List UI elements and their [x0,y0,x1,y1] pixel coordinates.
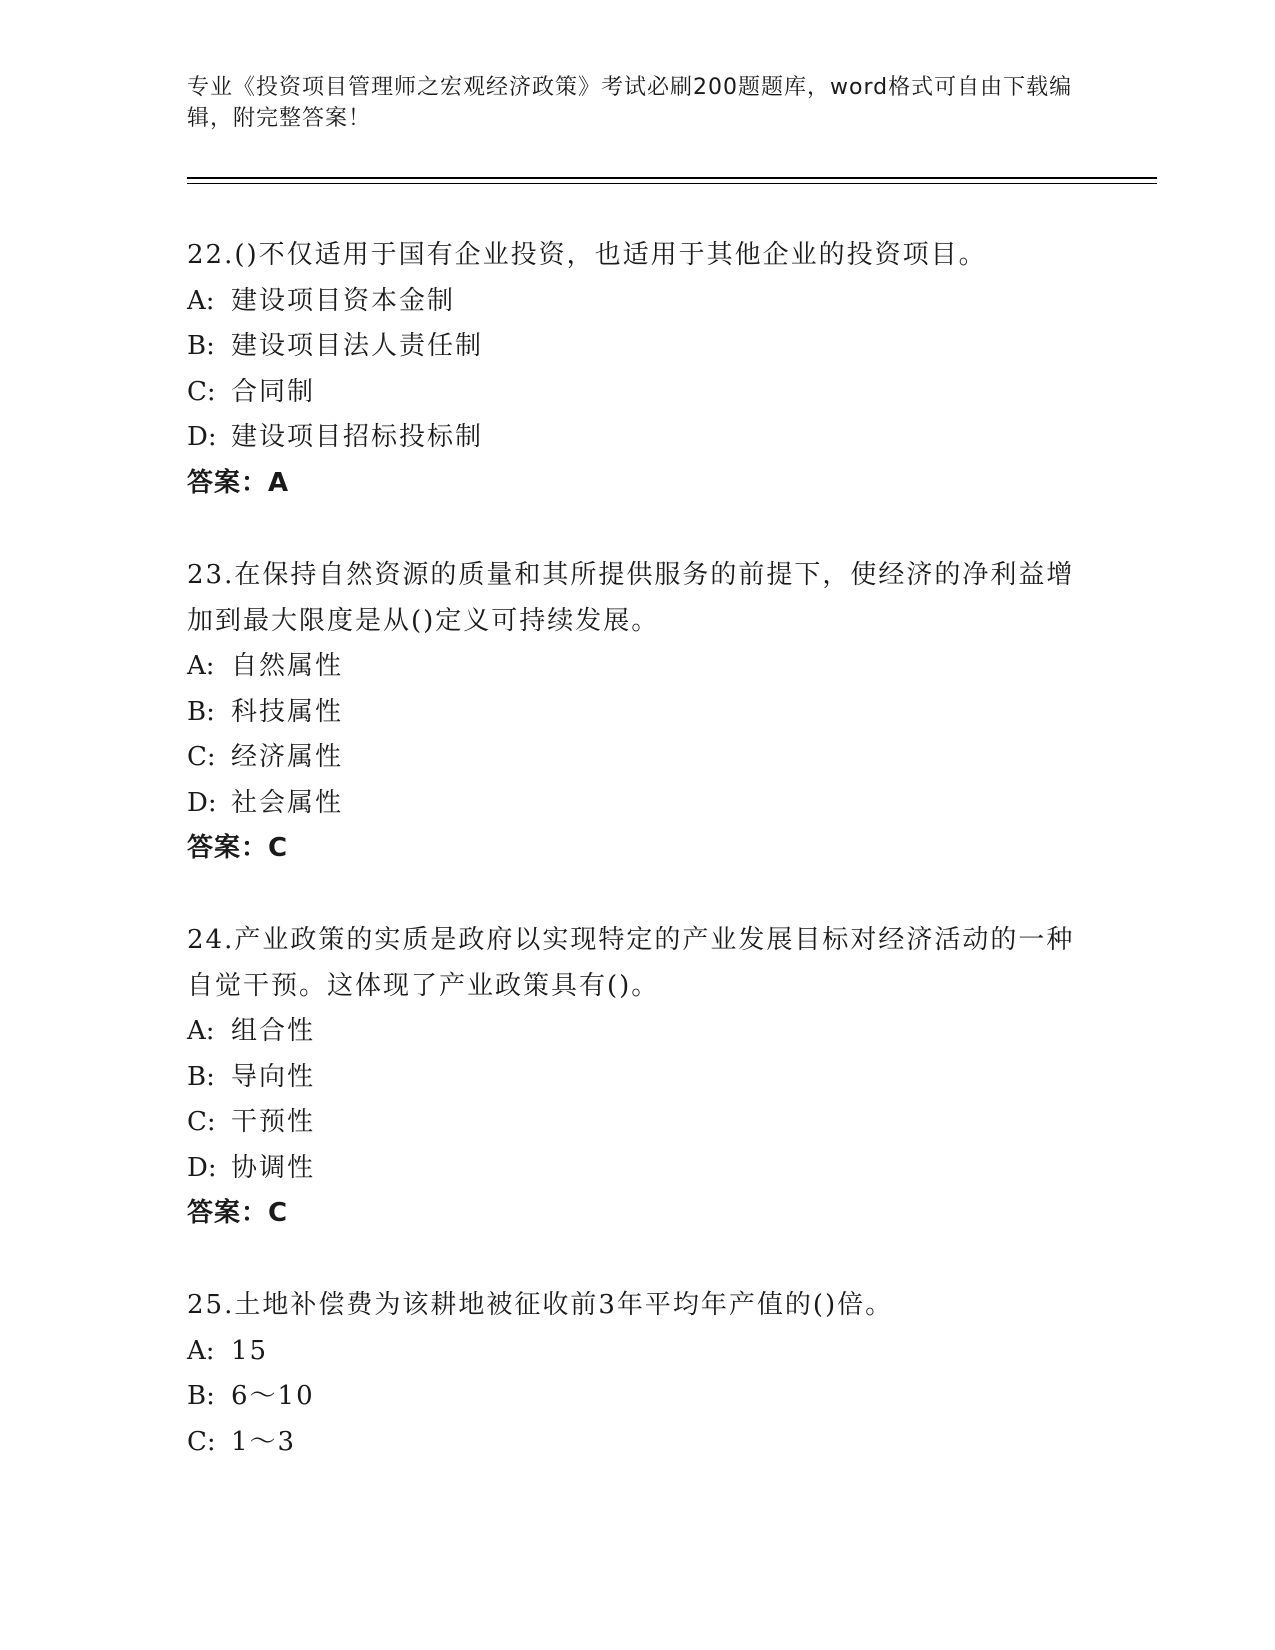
option-letter: B: [187,1381,215,1411]
option-letter: A: [187,651,215,681]
option-text: 社会属性 [231,787,344,818]
option-letter: C: [187,376,216,407]
answer: 答案：A [187,467,290,498]
option-letter: A: [187,1016,215,1046]
option-c [187,1420,1087,1466]
option-text: 15 [231,1335,269,1366]
answer: 答案：C [187,1198,289,1228]
option-text: 6～10 [231,1381,315,1411]
question-22 [187,233,1087,506]
option-c [187,1100,1087,1146]
option-a [187,1329,1087,1375]
option-text: 组合性 [231,1016,316,1046]
question-23 [187,553,1087,872]
option-letter: B: [187,1061,215,1092]
option-c [187,370,1087,416]
option-text: 导向性 [231,1061,316,1092]
option-letter: B: [187,696,215,727]
option-text: 建设项目招标投标制 [231,422,484,452]
document-header: 专业《投资项目管理师之宏观经济政策》考试必刷200题题库，word格式可自由下载编辑，附完整答案！ [187,75,1073,131]
question-stem: 22.()不仅适用于国有企业投资，也适用于其他企业的投资项目。 [187,240,987,270]
option-text: 合同制 [231,376,316,407]
option-text: 科技属性 [231,696,344,727]
option-letter: A: [187,285,215,316]
header-divider-thick [187,177,1157,179]
option-letter: D: [187,787,217,818]
option-text: 建设项目资本金制 [231,285,456,316]
option-b [187,690,1087,736]
option-letter: A: [187,1335,215,1366]
question-stem: 23.在保持自然资源的质量和其所提供服务的前提下，使经济的净利益增加到最大限度是从()定义可持续发展。 [187,560,1075,636]
option-c [187,735,1087,781]
option-d [187,415,1087,461]
option-letter: D: [187,1152,217,1183]
option-text: 干预性 [231,1107,316,1137]
option-letter: B: [187,331,215,361]
answer: 答案：C [187,833,289,863]
option-b [187,324,1087,370]
option-a [187,1009,1087,1055]
option-a [187,279,1087,325]
option-d [187,781,1087,827]
option-letter: C: [187,742,216,772]
option-text: 建设项目法人责任制 [231,331,484,361]
question-stem: 24.产业政策的实质是政府以实现特定的产业发展目标对经济活动的一种自觉干预。这体现了产业政策具有()。 [187,925,1075,1001]
question-24 [187,918,1087,1237]
option-b [187,1374,1087,1420]
option-text: 自然属性 [231,651,344,681]
option-letter: C: [187,1107,216,1137]
option-a [187,644,1087,690]
option-letter: D: [187,422,217,452]
option-b [187,1055,1087,1101]
option-text: 协调性 [231,1152,316,1183]
option-text: 经济属性 [231,742,344,772]
question-stem: 25.土地补偿费为该耕地被征收前3年平均年产值的()倍。 [187,1290,894,1320]
option-letter: C: [187,1426,216,1457]
option-d [187,1146,1087,1192]
question-25 [187,1283,1087,1465]
option-text: 1～3 [231,1426,297,1457]
header-divider-thin [187,183,1157,184]
